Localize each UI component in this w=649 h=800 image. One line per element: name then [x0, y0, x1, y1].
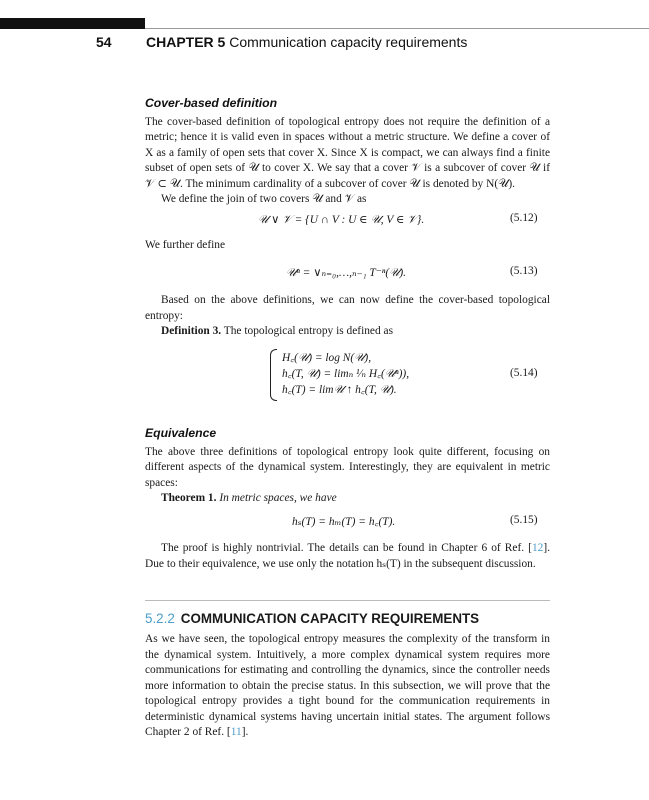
cover-entropy-intro: Based on the above definitions, we can now define the cover-based topological entropy:	[145, 294, 550, 322]
theorem-label: Theorem 1.	[161, 492, 217, 504]
equation-number-5-13: (5.13)	[510, 265, 538, 277]
page-number: 54	[96, 34, 112, 50]
equivalence-paragraph: The above three definitions of topological entropy look quite different, focusing on different aspects of the dynamical system. Interestingly, they are equivalent in metric spaces:	[145, 445, 550, 489]
definition-block	[145, 293, 550, 340]
further-define	[145, 238, 550, 254]
equation-5-14-line-2: h꜀(T, 𝒰) = limₙ ¹⁄ₙ H꜀(𝒰ⁿ)),	[282, 368, 410, 380]
definition-text: The topological entropy is defined as	[223, 325, 394, 337]
proof-paragraph	[145, 541, 550, 572]
section-heading	[145, 611, 479, 626]
equation-number-5-14: (5.14)	[510, 367, 538, 379]
proof-text-a: The proof is highly nontrivial. The details can be found in Chapter 6 of Ref. [	[161, 542, 532, 554]
section-paragraph	[145, 632, 550, 741]
join-intro: We define the join of two covers 𝒰 and 𝒱 as	[161, 193, 367, 205]
section-title: COMMUNICATION CAPACITY REQUIREMENTS	[180, 611, 480, 626]
equation-5-14-line-1: H꜀(𝒰) = log N(𝒰),	[282, 352, 372, 364]
definition-3	[145, 324, 550, 340]
equation-5-15: hₛ(T) = hₘ(T) = h꜀(T).	[292, 516, 396, 528]
reference-12[interactable]: 12	[531, 542, 544, 554]
running-header	[146, 34, 467, 50]
section-body	[145, 632, 550, 741]
section-text-a: As we have seen, the topological entropy measures the complexity of the transform in the dynamical system. Intuitively, a more complex dynamical system requires more communications for estimating and controlling the dynamics, since the controller needs more information to obtain the precise status. In this subsection, we will prove that the topological entropy provides a tight bound for the communication requirements in deterministic dynamical systems having uncertain initial states. The argument follows Chapter 2 of Ref. [	[145, 633, 550, 738]
reference-11[interactable]: 11	[230, 726, 242, 738]
equation-number-5-15: (5.15)	[510, 514, 538, 526]
definition-label: Definition 3.	[161, 325, 222, 337]
header-bar	[0, 18, 145, 29]
equivalence-section	[145, 426, 550, 507]
equation-brace	[270, 349, 277, 401]
cover-heading: Cover-based definition	[145, 96, 278, 110]
cover-paragraph: The cover-based definition of topological entropy does not require the definition of a metric; hence it is valid even in spaces without a metric structure. We define a cover of X as a family of open sets that cover X. Since X is compact, we can always find a finite subset of open sets of 𝒰 to cover X. We say that a cover 𝒱 is a subcover of cover 𝒰 if 𝒱 ⊂ 𝒰. The minimum cardinality of a subcover of cover 𝒰 is denoted by N(𝒰).	[145, 115, 550, 190]
header-rule	[145, 28, 649, 29]
equation-5-12: 𝒰 ∨ 𝒱 = {U ∩ V : U ∈ 𝒰, V ∈ 𝒱}.	[258, 214, 425, 226]
proof-note	[145, 541, 550, 572]
section-text-b: ].	[241, 726, 249, 738]
theorem-text: In metric spaces, we have	[219, 492, 337, 504]
chapter-label: CHAPTER 5	[146, 34, 226, 50]
equation-number-5-12: (5.12)	[510, 212, 538, 224]
chapter-title: Communication capacity requirements	[229, 34, 468, 50]
equivalence-heading: Equivalence	[145, 426, 217, 440]
further-define-text: We further define	[145, 239, 226, 251]
cover-section	[145, 96, 550, 208]
equation-5-14-line-3: h꜀(T) = lim𝒰 ↑ h꜀(T, 𝒰).	[282, 384, 397, 396]
section-rule	[145, 600, 550, 601]
proof-text-b: ]. Due to their equivalence, we use only the notation hₛ(T) in the subsequent discussion.	[145, 542, 550, 570]
equation-5-13: 𝒰ⁿ = ∨ₙ₌₀,…,ₙ₋₁ T⁻ⁿ(𝒰).	[286, 267, 407, 279]
section-number: 5.2.2	[145, 611, 175, 626]
theorem-1	[145, 491, 550, 507]
